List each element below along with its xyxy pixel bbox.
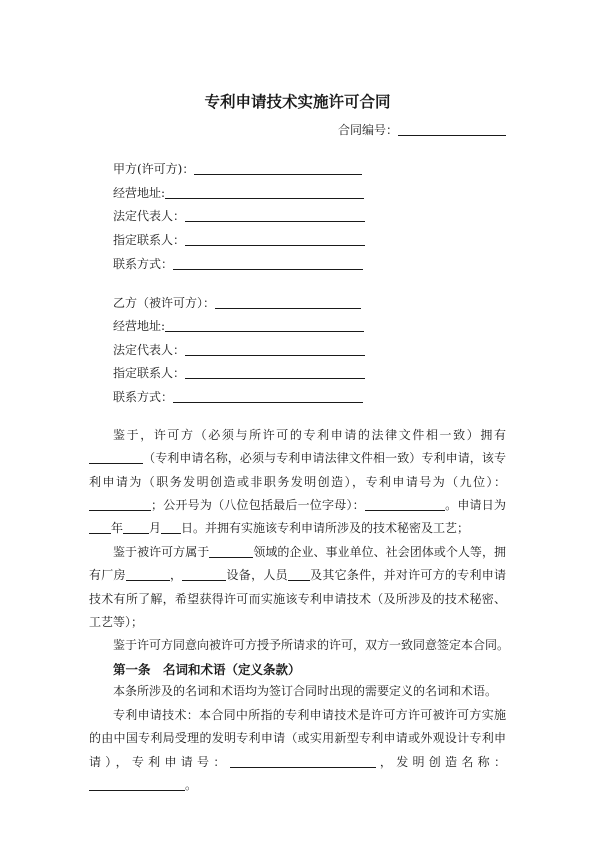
recital-1-text-d: 。申请日为 xyxy=(444,497,506,512)
party-a-name-row xyxy=(113,160,362,178)
industry-field-blank[interactable] xyxy=(209,544,253,558)
party-b-method-blank[interactable] xyxy=(173,389,363,403)
definition-text: 专利申请技术：本合同中所指的专利申请技术是许可方许可被许可方实施的由中国专利局受理的发明专利申请（或实用新型专利申请或外观设计专利申请）， xyxy=(89,708,506,769)
party-b-address-row xyxy=(113,317,364,335)
party-b-rep-label: 法定代表人： xyxy=(113,343,186,357)
article-1-heading: 第一条 名词和术语（定义条款） xyxy=(113,662,301,677)
article-1-intro-text: 本条所涉及的名词和术语均为签订合同时出现的需要定义的名词和术语。 xyxy=(113,684,498,698)
party-a-method-row xyxy=(113,255,363,273)
party-b-rep-row xyxy=(113,341,365,359)
party-a-rep-label: 法定代表人： xyxy=(113,209,186,223)
year-label: 年 xyxy=(111,521,124,536)
article-application-number-blank[interactable] xyxy=(230,754,376,768)
party-b-address-blank[interactable] xyxy=(165,318,364,332)
party-a-rep-blank[interactable] xyxy=(185,208,365,222)
party-a-method-blank[interactable] xyxy=(173,256,363,270)
party-b-contact-blank[interactable] xyxy=(185,365,365,379)
party-a-method-label: 联系方式： xyxy=(113,257,174,271)
filing-year-blank[interactable] xyxy=(89,520,111,534)
article-1-definition xyxy=(89,704,506,797)
contract-number-blank[interactable] xyxy=(398,122,506,136)
party-b-contact-label: 指定联系人： xyxy=(113,366,186,380)
invention-name-label: ，发明创造名称： xyxy=(375,754,506,769)
party-a-name-blank[interactable] xyxy=(194,161,362,175)
filing-month-pre-blank[interactable] xyxy=(123,520,149,534)
party-a-name-label: 甲方(许可方)： xyxy=(113,162,195,176)
party-a-contact-blank[interactable] xyxy=(185,232,365,246)
party-b-method-label: 联系方式： xyxy=(113,390,174,404)
contract-number-label: 合同编号： xyxy=(338,123,399,137)
recital-2-text-c: ， xyxy=(169,568,183,583)
recital-2-text-a: 鉴于被许可方属于 xyxy=(113,545,210,559)
party-a-contact-label: 指定联系人： xyxy=(113,233,186,247)
recital-3-text: 鉴于许可方同意向被许可方授予所请求的许可，双方一致同意签定本合同。 xyxy=(113,638,510,652)
filing-day-blank[interactable] xyxy=(161,520,181,534)
recital-paragraph-2 xyxy=(89,541,506,634)
document-title: 专利申请技术实施许可合同 xyxy=(204,93,391,111)
party-b-name-blank[interactable] xyxy=(215,295,361,309)
personnel-blank[interactable] xyxy=(288,567,310,581)
party-b-name-row xyxy=(113,294,361,312)
party-a-rep-row xyxy=(113,207,365,225)
recital-1-text-c: ；公开号为（八位包括最后一位字母）： xyxy=(151,497,365,512)
party-b-name-label: 乙方（被许可方）： xyxy=(113,296,216,310)
recital-paragraph-3 xyxy=(89,634,510,657)
month-label: 月 xyxy=(149,521,162,536)
end-mark: 。 xyxy=(185,777,198,792)
contract-number-row xyxy=(338,121,506,138)
recital-2-text-d: 设备，人员 xyxy=(226,568,288,583)
article-1-intro xyxy=(89,680,506,703)
party-a-address-blank[interactable] xyxy=(165,185,364,199)
recital-paragraph-1 xyxy=(89,424,506,540)
party-a-address-row xyxy=(113,184,364,202)
recital-1-text-a: 鉴于，许可方（必须与所许可的专利申请的法律文件相一致）拥有 xyxy=(113,428,506,442)
recital-1-text-e: 日。并拥有实施该专利申请所涉及的技术秘密及工艺； xyxy=(181,521,470,536)
invention-name-blank[interactable] xyxy=(89,777,185,791)
recital-2-text-e: 及其它条件，并对许可方的专利申请技术有所了解，希望获得许可而实施该专利申请技术（及所涉及的技术秘密、工艺等）； xyxy=(89,568,506,629)
party-a-address-label: 经营地址: xyxy=(113,186,166,200)
application-number-label: 专利申请号： xyxy=(131,754,230,769)
patent-owner-blank[interactable] xyxy=(89,450,135,464)
equipment-blank[interactable] xyxy=(182,567,226,581)
party-b-contact-row xyxy=(113,364,365,382)
party-b-address-label: 经营地址: xyxy=(113,319,166,333)
party-a-contact-row xyxy=(113,231,365,249)
publication-number-blank[interactable] xyxy=(365,497,445,511)
party-b-rep-blank[interactable] xyxy=(185,342,365,356)
factory-blank[interactable] xyxy=(126,567,170,581)
patent-name-blank[interactable] xyxy=(135,450,143,464)
party-b-method-row xyxy=(113,388,363,406)
recital-2-text-b: 领域的企业、事业单位、社会团体或个人等，拥有厂房 xyxy=(89,545,506,583)
recital-1-text-b: （专利申请名称，必须与专利申请法律文件相一致）专利申请，该专利申请为（职务发明创造或非职务发明创造），专利申请号为（九位）： xyxy=(89,451,506,489)
application-number-blank[interactable] xyxy=(89,497,151,511)
